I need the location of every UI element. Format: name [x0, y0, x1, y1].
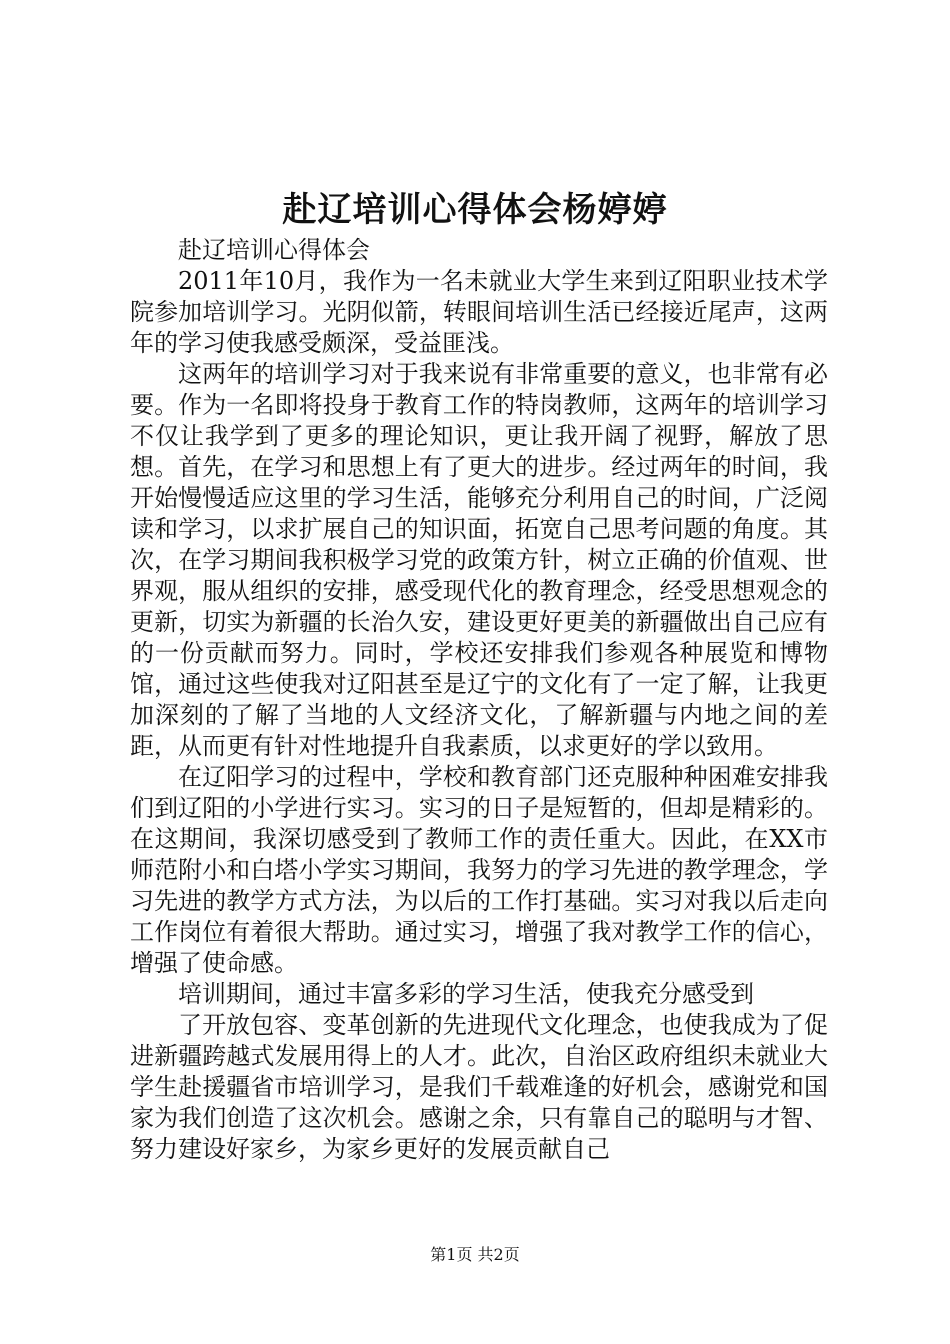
paragraph: 了开放包容、变革创新的先进现代文化理念，也使我成为了促进新疆跨越式发展用得上的人才。此次，自治区政府组织未就业大学生赴援疆省市培训学习，是我们千载难逢的好机会，感谢党和国家为我们创造了这次机会。感谢之余，只有靠自己的聪明与才智、努力建设好家乡，为家乡更好的发展贡献自己	[130, 1011, 828, 1163]
document-subtitle: 赴辽培训心得体会	[178, 236, 370, 264]
paragraph: 在辽阳学习的过程中，学校和教育部门还克服种种困难安排我们到辽阳的小学进行实习。实习的日子是短暂的，但却是精彩的。在这期间，我深切感受到了教师工作的责任重大。因此，在XX市师范附小和白塔小学实习期间，我努力的学习先进的教学理念，学习先进的教学方式方法，为以后的工作打基础。实习对我以后走向工作岗位有着很大帮助。通过实习，增强了我对教学工作的信心，增强了使命感。	[130, 763, 828, 977]
document-title: 赴辽培训心得体会杨婷婷	[282, 190, 668, 230]
document-body	[130, 235, 828, 1165]
paragraph: 培训期间，通过丰富多彩的学习生活，使我充分感受到	[178, 980, 754, 1008]
paragraph: 2011年10月，我作为一名未就业大学生来到辽阳职业技术学院参加培训学习。光阴似箭，转眼间培训生活已经接近尾声，这两年的学习使我感受颇深，受益匪浅。	[130, 267, 828, 357]
paragraph: 这两年的培训学习对于我来说有非常重要的意义，也非常有必要。作为一名即将投身于教育工作的特岗教师，这两年的培训学习不仅让我学到了更多的理论知识，更让我开阔了视野，解放了思想。首先，在学习和思想上有了更大的进步。经过两年的时间，我开始慢慢适应这里的学习生活，能够充分利用自己的时间，广泛阅读和学习，以求扩展自己的知识面，拓宽自己思考问题的角度。其次，在学习期间我积极学习党的政策方针，树立正确的价值观、世界观，服从组织的安排，感受现代化的教育理念，经受思想观念的更新，切实为新疆的长治久安，建设更好更美的新疆做出自己应有的一份贡献而努力。同时，学校还安排我们参观各种展览和博物馆，通过这些使我对辽阳甚至是辽宁的文化有了一定了解，让我更加深刻的了解了当地的人文经济文化，了解新疆与内地之间的差距，从而更有针对性地提升自我素质，以求更好的学以致用。	[130, 360, 828, 760]
page-footer: 第1页 共2页	[430, 1245, 520, 1264]
